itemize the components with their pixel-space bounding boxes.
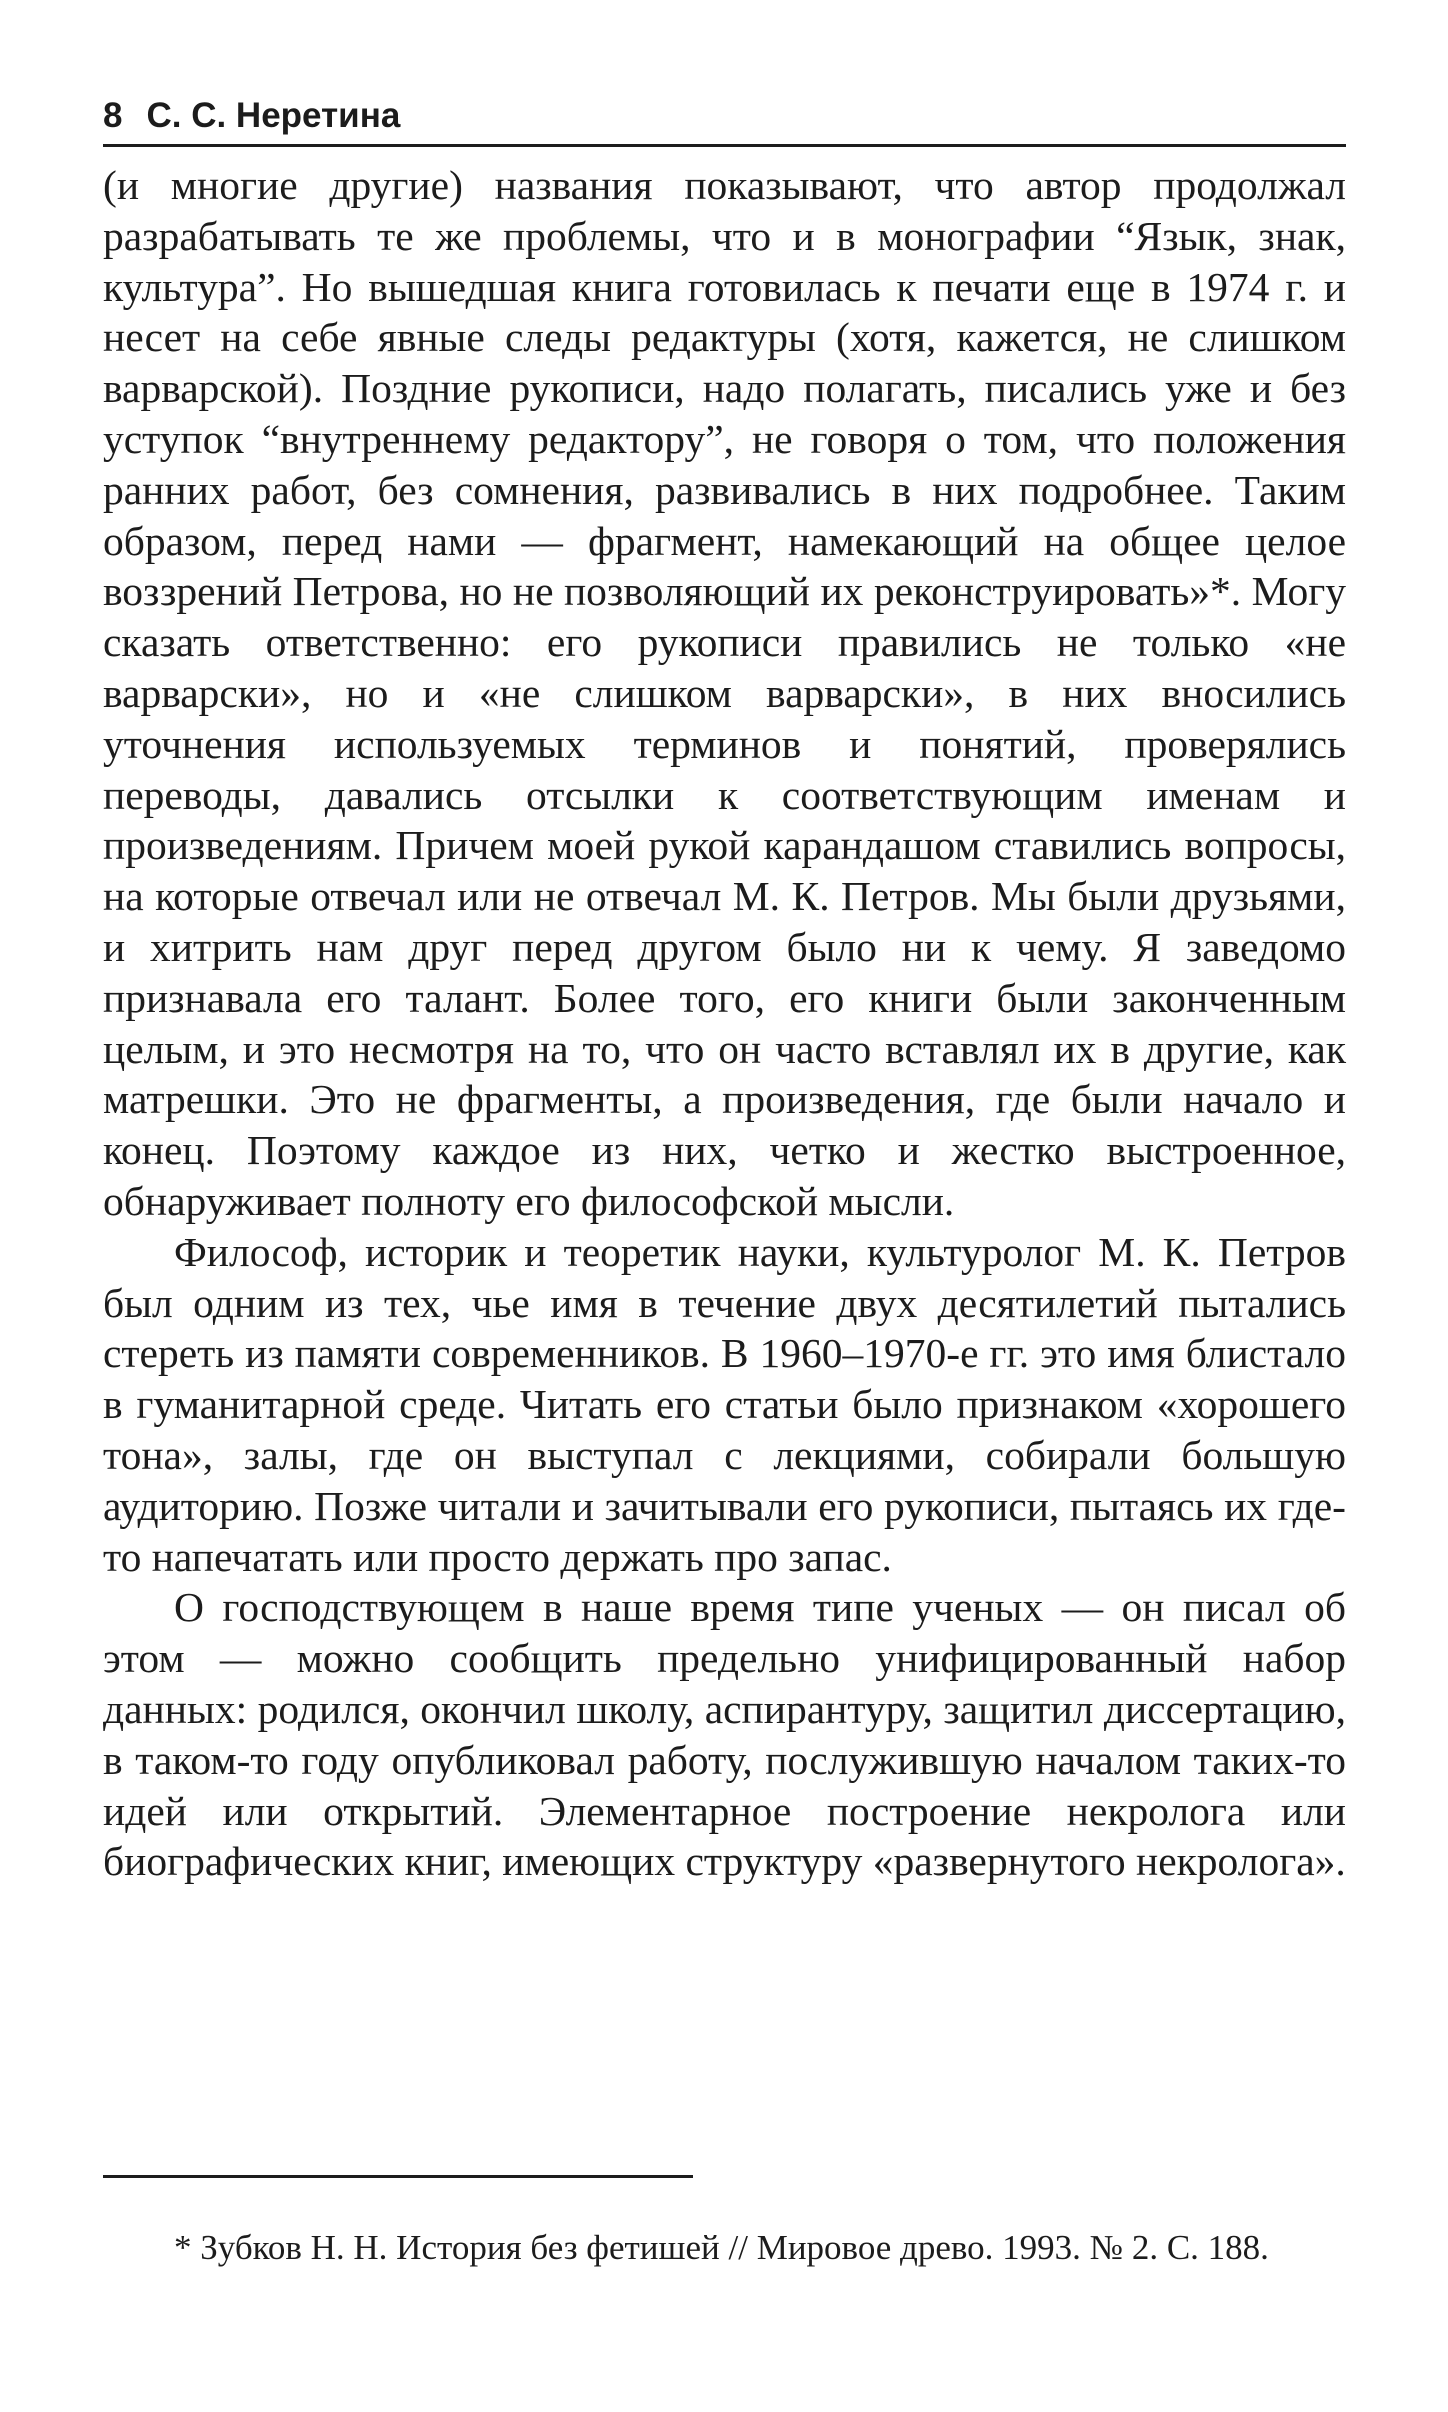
paragraph: Философ, историк и теоретик науки, культуролог М. К. Петров был одним из тех, чье имя в течение двух десятилетий пытались стереть из памяти современников. В 1960–1970-е гг. это имя блистало в гуманитарной среде. Читать его статьи было признаком «хорошего тона», залы, где он выступал с лекциями, собирали большую аудиторию. Позже читали и зачитывали его рукописи, пытаясь их где-то напечатать или просто держать про запас.	[103, 1228, 1346, 1580]
header-rule	[103, 144, 1346, 147]
paragraph-continued: (и многие другие) названия показывают, что автор продолжал разрабатывать те же проблемы, что и в монографии “Язык, знак, культура”. Но вышедшая книга готовилась к печати еще в 1974 г. и несет на себе явные следы редактуры (хотя, кажется, не слишком варварской). Поздние рукописи, надо полагать, писались уже и без уступок “внутреннему редактору”, не говоря о том, что положения ранних работ, без сомнения, развивались в них подробнее. Таким образом, перед нами — фрагмент, намекающий на общее целое воззрений Петрова, но не позволяющий их реконструировать»*. Могу сказать ответственно: его рукописи правились не только «не варварски», но и «не слишком варварски», в них вносились уточнения используемых терминов и понятий, проверялись переводы, давались отсылки к соответствующим именам и произведениям. Причем моей рукой карандашом ставились вопросы, на которые отвечал или не отвечал М. К. Петров. Мы были друзьями, и хитрить нам друг перед другом было ни к чему. Я заведомо признавала его талант. Более того, его книги были законченным целым, и это несмотря на то, что он часто вставлял их в другие, как матрешки. Это не фрагменты, а произведения, где были начало и конец. Поэтому каждое из них, четко и жестко выстроенное, обнаруживает полноту его философской мысли.	[103, 162, 1346, 1224]
running-head	[103, 96, 1346, 136]
running-head-author: С. С. Неретина	[146, 96, 401, 135]
footnote: * Зубков Н. Н. История без фетишей // Мировое древо. 1993. № 2. С. 188.	[174, 2228, 1269, 2267]
footnote-rule	[103, 2175, 693, 2178]
paragraph: О господствующем в наше время типе ученых — он писал об этом — можно сообщить предельно унифицированный набор данных: родился, окончил школу, аспирантуру, защитил диссертацию, в таком-то году опубликовал работу, послужившую началом таких-то идей или открытий. Элементарное построение некролога или биографических книг, имеющих структуру «развернутого некролога».	[103, 1584, 1346, 1885]
main-text	[103, 160, 1346, 1887]
page-number: 8	[103, 96, 123, 135]
